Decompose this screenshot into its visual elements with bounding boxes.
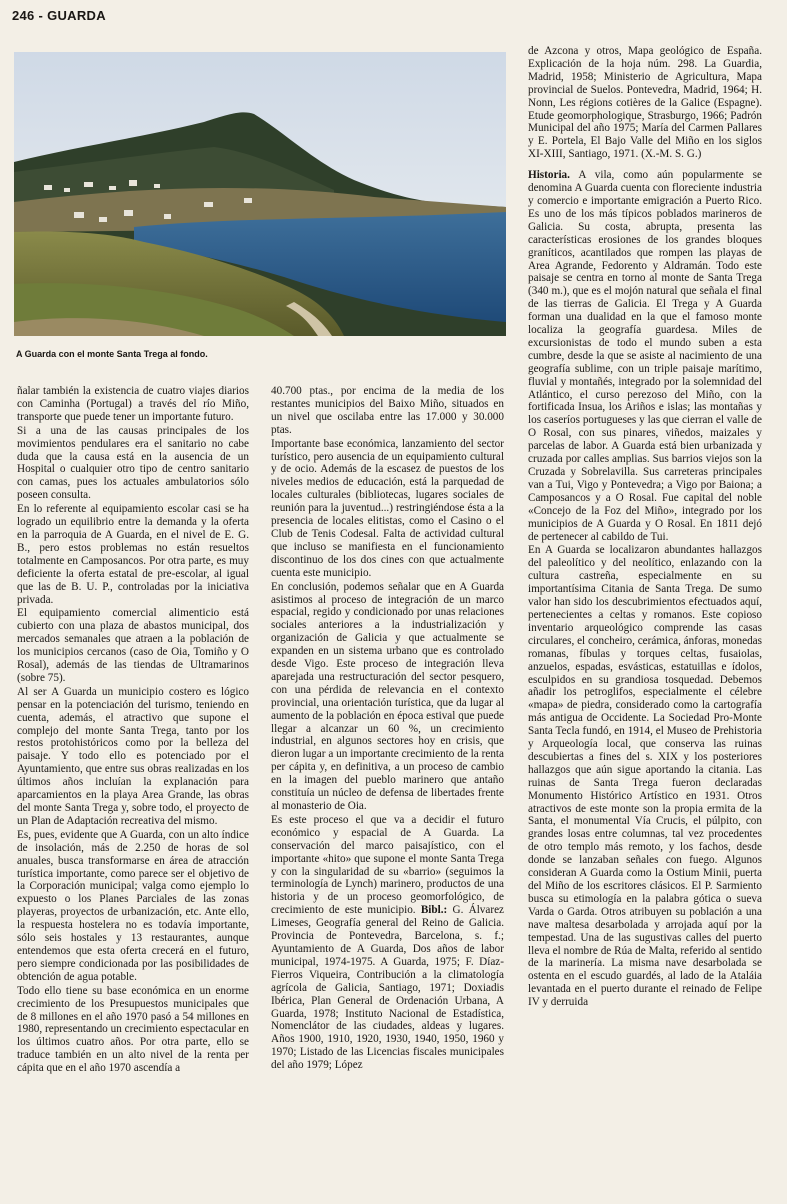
paragraph: El equipamiento comercial alimenticio está cubierto con una plaza de abastos municipal, dos mercados semanales que atraen a la población de los municipios cercanos (caso de Oia, Tomiño y O Rosal), además de las tiendas de Ultramarinos (sobre 75). (17, 607, 249, 684)
paragraph: Todo ello tiene su base económica en un enorme crecimiento de los Presupuestos municipales que de 8 millones en el año 1970 pasó a 54 millones en 1980, representando un crecimiento espectacular en los últimos cuatro años. Por otra parte, ello se traduce también en un alto nivel de la renta per cápita que en el año 1970 ascendía a (17, 984, 249, 1075)
paragraph: En conclusión, podemos señalar que en A Guarda asistimos al proceso de integración de un marco espacial, regido y condicionado por unas relaciones sociales anteriores a la industrialización y organización de Galicia y que actualmente se expanden en un sistema urbano que es controlado desde Vigo. Este proceso de integración lleva aparejada una restructuración del sector pesquero, con una pérdida de relevancia en el contexto provincial, una orientación turística, que da lugar al aumento de la población en época estival que puede llegar a alcanzar un 60 %, un crecimiento industrial, en algunos sectores hoy en crisis, que dieron lugar a un importante crecimiento de la renta per cápita y, en definitiva, a un proceso de cambio en la imagen del pueblo marinero que antaño constituía un núcleo de defensa de libertades frente al monasterio de Oia. (271, 580, 504, 812)
paragraph: En lo referente al equipamiento escolar casi se ha logrado un equilibrio entre la demanda y la oferta en la parroquia de A Guarda, en el nivel de E. G. B., pero estos problemas no están resueltos totalmente en Camposancos. Por otra parte, es muy deficiente la oferta estatal de pre-escolar, al igual que las de B. U. P., controladas por la iniciativa privada. (17, 503, 249, 606)
paragraph-with-bibliography (271, 814, 504, 1072)
landscape-photo (14, 52, 506, 336)
text-column-2 (271, 385, 504, 1073)
page-number: 246 (12, 8, 35, 23)
text-column-3 (528, 45, 762, 1010)
paragraph-text: Es este proceso el que va a decidir el futuro económico y espacial de A Guarda. La conservación del marco paisajístico, con el importante «hito» que supone el monte Santa Trega y con la singularidad de su «barrio» (seguimos la terminología de Lynch) marinero, productos de una historia y de un proceso geomorfológico, de crecimiento de este municipio. (271, 813, 504, 917)
paragraph: 40.700 ptas., por encima de la media de los restantes municipios del Baixo Miño, situados en un nivel que oscilaba entre las 17.000 y 30.000 ptas. (271, 385, 504, 436)
historia-label: Historia. (528, 169, 570, 182)
paragraph: Si a una de las causas principales de los movimientos pendulares era el sanitario no cabe duda que la causa está en la ausencia de un Hospital o cualquier otro tipo de centro sanitario con camas, pues los actuales ambulatorios sólo poseen consulta. (17, 424, 249, 502)
paragraph: Importante base económica, lanzamiento del sector turístico, pero ausencia de un equipamiento cultural y de ocio. Además de la escasez de puestos de los niveles medios de educación, está la parquedad de locales culturales (bibliotecas, lugares sociales de reunión para la juventud...) restringiéndose ésta a la presencia de locales elitistas, como el Casino o el Club de Tenis Codesal. Falta de actividad cultural que incluso se manifiesta en el funcionamiento discontinuo de los dos cines con que actualmente cuenta este municipio. (271, 437, 504, 579)
historia-paragraph (528, 169, 762, 543)
text-column-1 (17, 385, 249, 1076)
paragraph: Es, pues, evidente que A Guarda, con un alto índice de insolación, más de 2.250 de horas de sol anuales, busca transformarse en área de atracción turística importante, como parece ser el objetivo de la Corporación municipal; valga como ejemplo lo expuesto o los Planes Parciales de las zonas playeras, proyectos de urbanización, etc. Ante ello, la respuesta hostelera no es todavía importante, sólo seis hostales y 13 restaurantes, aunque entendemos que esta oferta crecerá en el futuro, pero siempre condicionada por las posibilidades de obtención de agua potable. (17, 828, 249, 983)
photo-caption: A Guarda con el monte Santa Trega al fondo. (16, 349, 208, 359)
page-header (12, 8, 106, 23)
bibliography-label: Bibl.: (420, 904, 448, 917)
section-title: GUARDA (47, 8, 106, 23)
paragraph: En A Guarda se localizaron abundantes hallazgos del paleolítico y del neolítico, enlazando con la cultura castreña, especialmente en su importantísima Citania de Santa Trega. De sumo valor han sido los descubrimientos efectuados aquí, pertenecientes a celtas y romanos. Este copioso inventario arqueológico comprende las casas circulares, el concheiro, cerámica, ánforas, monedas romanas, fíbulas y torques celtas, fusaiolas, anzuelos, espadas, esvásticas, estatuillas e ídolos, esculpidos en su grandiosa tosquedad. Debemos añadir los petroglifos, especialmente el célebre «mapa» de piedra, considerado como la cartografía más antigua de Occidente. La Sociedad Pro-Monte Santa Tecla fundó, en 1914, el Museo de Prehistoria y Arqueología local, que conserva las ruinas descubiertas a fines del s. XIX y los posteriores hallazgos que aún sigue aportando la citania. Las ruinas de Santa Trega fueron declaradas Monumento Histórico Artístico en 1931. Otros atractivos de este monte son la propia ermita de la Santa, el monumental Vía Crucis, el púlpito, con grandes losas entre columnas, tal vez procedentes de otro templo más remoto, y los fachos, desde donde se lanzaban señales con fuego. Algunos consideran A Guarda como la Ostium Minii, puerta del Miño de los escritores clásicos. El P. Sarmiento busca su etimología en la palabra gótica o sueva Varda o Garda. Otros atribuyen su población a una nave maltesa desarbolada y arrojada aquí por la tempestad. Una de las sugustivas calles del puerto lleva el nombre de Rúa de Malta, referido al sentido de la marinería. La misma nave desarbolada se ostenta en el escudo guardés, al lado de la Ataláia levantada en el puerto durante el reinado de Felipe IV y derruida (528, 544, 762, 1009)
bibliography-text: G. Álvarez Limeses, Geografía general del Reino de Galicia. Provincia de Pontevedra, Barcelona, s. f.; Ayuntamiento de A Guarda, Dos años de labor municipal, 1974-1975. A Guarda, 1975; F. Díaz-Fierros Viqueira, Contribución a la climatología agrícola de Galicia, Santiago, 1971; Doxiadis Ibérica, Plan General de Ordenación Urbana, A Guarda, 1978; Instituto Nacional de Estadística, Nomenclátor de las ciudades, aldeas y lugares. Años 1900, 1910, 1920, 1930, 1940, 1950, 1960 y 1970; Listado de las Licencias fiscales municipales del año 1979; López (271, 904, 505, 1072)
paragraph-text: A vila, como aún popularmente se denomina A Guarda cuenta con floreciente industria y comercio e importante emigración a Puerto Rico. Es uno de los más típicos poblados marineros de Galicia. Su costa, abrupta, presenta las características erosiones de los grandes bloques graníticos, acantilados que rompen las playas de Area Agrande, Fedorento y Aldramán. Todo este paisaje se centra en torno al monte de Santa Trega (340 m.), que es el mojón natural que señala el final de las tierras de Galicia. El Trega y A Guarda forman una dualidad en la que el famoso monte localiza la geografía guardesa. Miles de excursionistas de todo el mundo suben a esta cumbre, desde la que se asiste al nacimiento de una geografía sublime, con un triple paisaje marítimo, fluvial y montañés, integrado por la solemnidad del Atlántico, el curso perezoso del Miño, con la fortificada Insua, los Ariños e islas; las montañas y los caseríos portugueses y las que cierran el valle de O Rosal, con sus pinares, viñedos, maizales y parcelas de labor. A Guarda está bien urbanizada y cruzada por calles amplias. Sus barrios viejos son la Cruzada y Sobrelavilla. Sus carreteras principales van a Tui, Vigo y Pontevedra; a Vigo por Baiona; a Camposancos y a O Rosal. Fue capital del noble «Concejo de la Foz del Miño», integrado por los municipios de A Guarda y O Rosal. En 1811 dejó de pertenecer al cabildo de Tui. (528, 169, 763, 543)
paragraph: ñalar también la existencia de cuatro viajes diarios con Caminha (Portugal) a través del río Miño, transporte que puede tener un importante futuro. (17, 385, 249, 423)
header-separator: - (38, 8, 44, 23)
bibliography-continuation: de Azcona y otros, Mapa geológico de España. Explicación de la hoja núm. 298. La Guardia, Madrid, 1958; Ministerio de Agricultura, Mapa provincial de Suelos. Pontevedra, Madrid, 1964; H. Nonn, Les régions cotières de la Galice (Espagne). Etude geomorphologique, Strasburgo, 1966; Padrón Municipal del año 1975; María del Carmen Pallares y E. Portela, El Bajo Valle del Miño en los siglos XI-XIII, Santiago, 1971. (X.-M. S. G.) (528, 45, 762, 161)
paragraph: Al ser A Guarda un municipio costero es lógico pensar en la potenciación del turismo, teniendo en cuenta, además, el atractivo que supone el complejo del monte Santa Trega, tanto por los restos protohistóricos como por la belleza del paisaje. Y todo ello es potenciado por el Ayuntamiento, que entre sus obras realizadas en los últimos años incluían la explanación para aparcamientos en la playa Area Grande, las obras del monte Santa Trega y, sobre todo, el proyecto de un Plan de Adaptación recreativa del mismo. (17, 685, 249, 827)
